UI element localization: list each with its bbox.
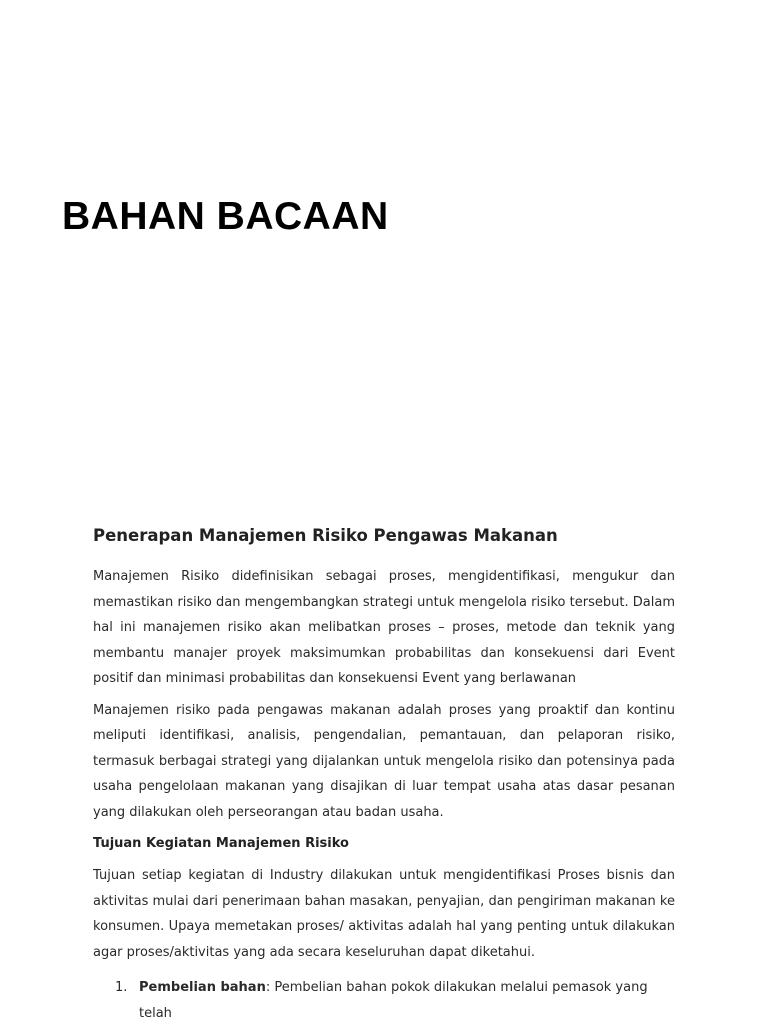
article-title: Penerapan Manajemen Risiko Pengawas Makanan [93, 526, 558, 545]
section-subheading: Tujuan Kegiatan Manajemen Risiko [93, 836, 349, 851]
article-paragraph: Manajemen Risiko didefinisikan sebagai proses, mengidentifikasi, mengukur dan memastikan risiko dan mengembangkan strategi untuk mengelola risiko tersebut. Dalam hal ini manajemen risiko akan melibatkan proses – proses, metode dan teknik yang membantu manajer proyek maksimumkan probabilitas dan konsekuensi dari Event positif dan minimasi probabilitas dan konsekuensi Event yang berlawanan [93, 569, 675, 686]
article [93, 522, 675, 1026]
page-title: BAHAN BACAAN [62, 195, 389, 238]
list-item-number: 1. [115, 980, 128, 995]
list-item-text: : Pembelian bahan pokok dilakukan melalui pemasok yang telah [139, 980, 648, 1021]
list-item-term: Pembelian bahan [139, 980, 266, 995]
numbered-list [93, 975, 675, 1026]
list-item [93, 975, 675, 1026]
article-paragraph: Tujuan setiap kegiatan di Industry dilakukan untuk mengidentifikasi Proses bisnis dan aktivitas mulai dari penerimaan bahan masakan, penyajian, dan pengiriman makanan ke konsumen. Upaya memetakan proses/ aktivitas adalah hal yang penting untuk dilakukan agar proses/aktivitas yang ada secara keseluruhan dapat diketahui. [93, 868, 675, 960]
list-item-content [139, 975, 675, 1026]
article-paragraph: Manajemen risiko pada pengawas makanan adalah proses yang proaktif dan kontinu meliputi identifikasi, analisis, pengendalian, pemantauan, dan pelaporan risiko, termasuk berbagai strategi yang dijalankan untuk mengelola risiko dan potensinya pada usaha pengelolaan makanan yang disajikan di luar tempat usaha atas dasar pesanan yang dilakukan oleh perseorangan atau badan usaha. [93, 702, 675, 820]
